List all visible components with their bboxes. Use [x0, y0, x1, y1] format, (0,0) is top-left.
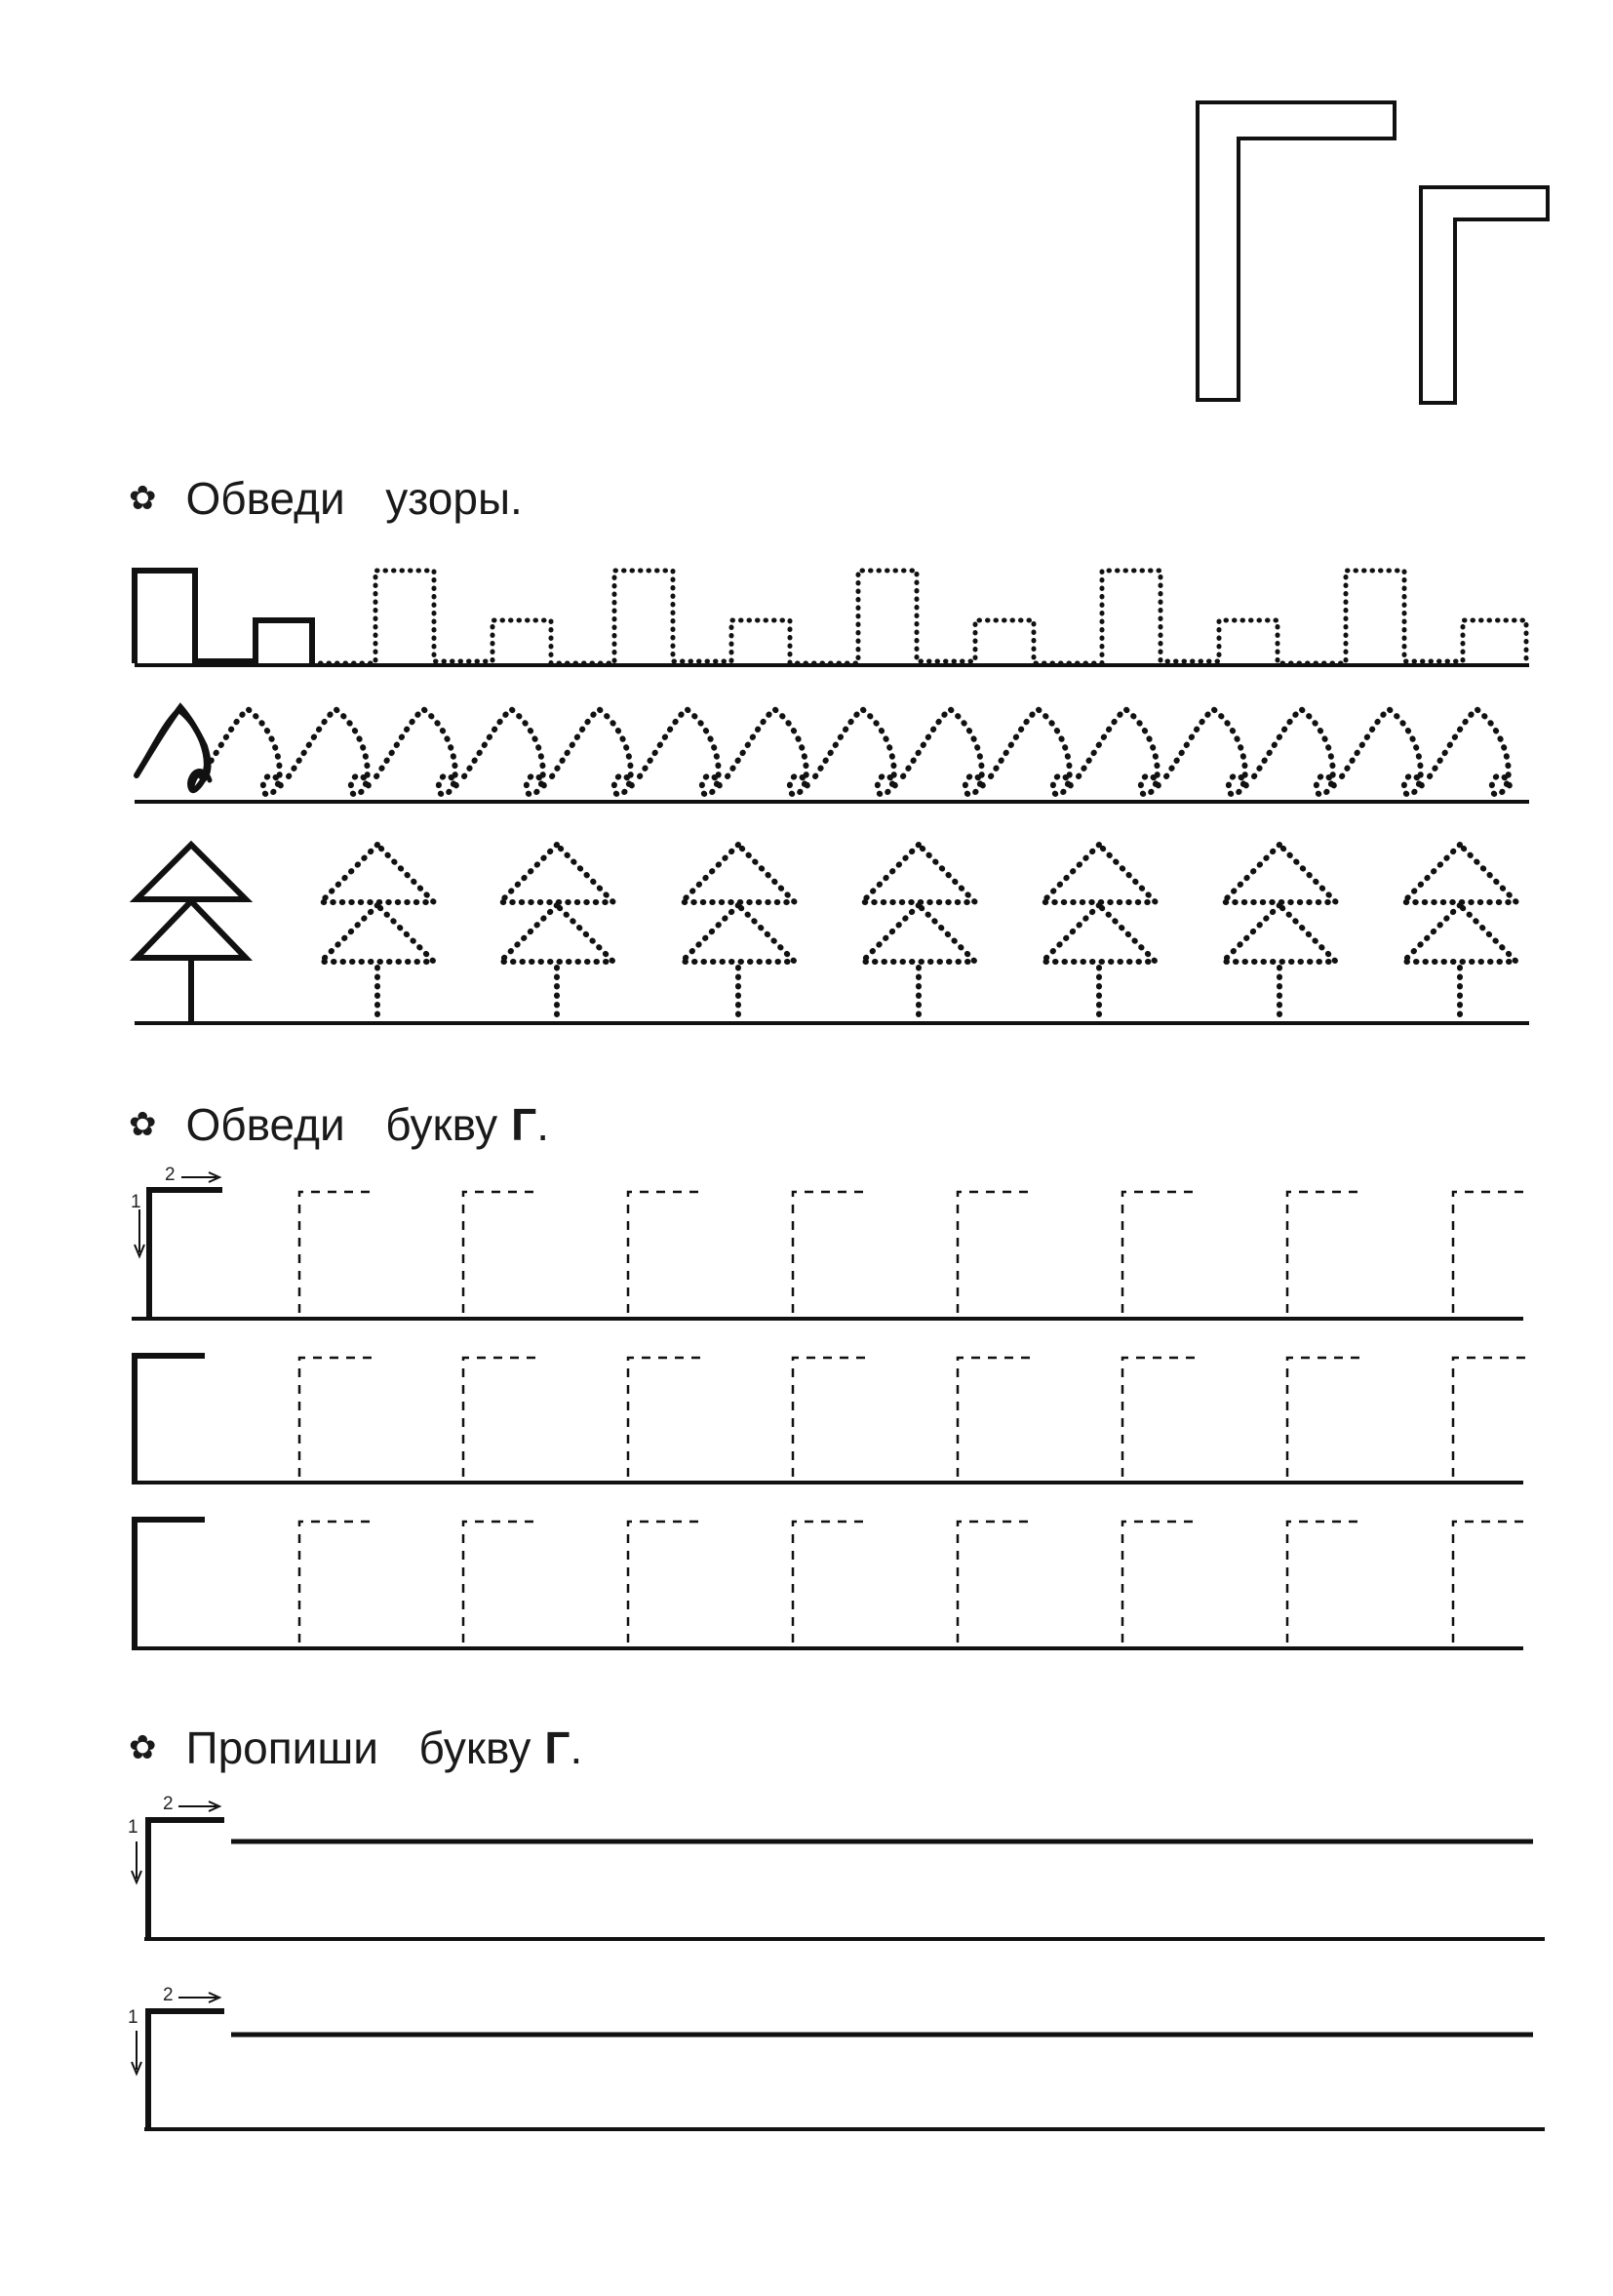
trace-row-2 [132, 1356, 1526, 1483]
heading-text: Обведи узоры. [185, 473, 523, 524]
stroke-number-1: 1 [128, 2007, 138, 2028]
heading-trace-patterns [129, 464, 523, 533]
letter-dashed [1122, 1192, 1196, 1313]
tree-dotted [321, 845, 434, 1014]
wave-dotted [991, 709, 1071, 795]
letter-dashed [958, 1192, 1031, 1313]
letter-dashed [628, 1192, 701, 1313]
wave-dotted [1342, 709, 1422, 795]
letter-dashed [1122, 1522, 1196, 1643]
heading-period: . [570, 1722, 583, 1773]
wave-dotted [1254, 709, 1334, 795]
writing-row-1 [132, 1801, 1545, 1939]
letter-dashed [1453, 1192, 1526, 1313]
heading-letter: Г [544, 1722, 570, 1773]
letter-dashed [463, 1192, 536, 1313]
letter-dashed [299, 1192, 373, 1313]
letter-dashed [1453, 1522, 1526, 1643]
wave-dotted [815, 709, 895, 795]
tree-dotted [1223, 845, 1336, 1014]
heading-period: . [536, 1099, 549, 1150]
letter-dashed [1287, 1522, 1360, 1643]
letter-dashed [299, 1358, 373, 1477]
heading-text: Обведи букву [185, 1099, 498, 1150]
heading-write-letter [129, 1714, 582, 1782]
letter-solid [135, 1520, 205, 1646]
letter-dashed [463, 1358, 536, 1477]
pattern-row-trees [135, 845, 1529, 1023]
flower-icon: ✿ [129, 1105, 157, 1144]
heading-letter: Г [511, 1099, 537, 1150]
wave-dotted [376, 709, 456, 795]
flower-icon: ✿ [129, 479, 157, 518]
wave-dotted [728, 709, 807, 795]
writing-row-2 [132, 1993, 1545, 2129]
tracing-rows [132, 1190, 1526, 1648]
tree-dotted [500, 845, 613, 1014]
wave-dotted [289, 709, 369, 795]
tree-dotted [862, 845, 975, 1014]
wave-dotted [464, 709, 544, 795]
stroke-number-1: 1 [131, 1192, 141, 1212]
tree-dotted [1043, 845, 1156, 1014]
letter-dashed [1287, 1192, 1360, 1313]
letter-dashed [463, 1522, 536, 1643]
letter-dashed [958, 1358, 1031, 1477]
stroke-number-1: 1 [128, 1817, 138, 1838]
letter-solid [149, 1190, 222, 1317]
stroke-number-2: 2 [163, 1794, 174, 1814]
flower-icon: ✿ [129, 1728, 157, 1767]
tree-solid [137, 845, 246, 1021]
letter-dashed [793, 1522, 866, 1643]
pattern-row-waves [135, 707, 1529, 802]
trace-row-3 [132, 1520, 1526, 1648]
trace-row-1 [132, 1190, 1526, 1319]
letter-dashed [628, 1358, 701, 1477]
letter-dashed [1453, 1358, 1526, 1477]
pattern-row-meander [135, 571, 1529, 665]
wave-dotted [640, 709, 720, 795]
heading-text: Пропиши букву [185, 1722, 531, 1773]
letter-dashed [1287, 1358, 1360, 1477]
tree-dotted [1403, 845, 1516, 1014]
letter-dashed [793, 1358, 866, 1477]
wave-dotted [1166, 709, 1246, 795]
tree-dotted [682, 845, 795, 1014]
letter-dashed [793, 1192, 866, 1313]
letter-solid [135, 1356, 205, 1481]
letter-dashed [1122, 1358, 1196, 1477]
letter-dashed [299, 1522, 373, 1643]
letter-dashed [958, 1522, 1031, 1643]
wave-dotted [1079, 709, 1159, 795]
wave-dotted [903, 709, 983, 795]
wave-dotted [201, 709, 281, 795]
big-letter-outline [1198, 102, 1548, 403]
stroke-number-2: 2 [163, 1985, 174, 2005]
letter-dashed [628, 1522, 701, 1643]
heading-trace-letter [129, 1090, 549, 1159]
stroke-number-2: 2 [165, 1165, 176, 1185]
wave-dotted [552, 709, 632, 795]
wave-dotted [1430, 709, 1510, 795]
